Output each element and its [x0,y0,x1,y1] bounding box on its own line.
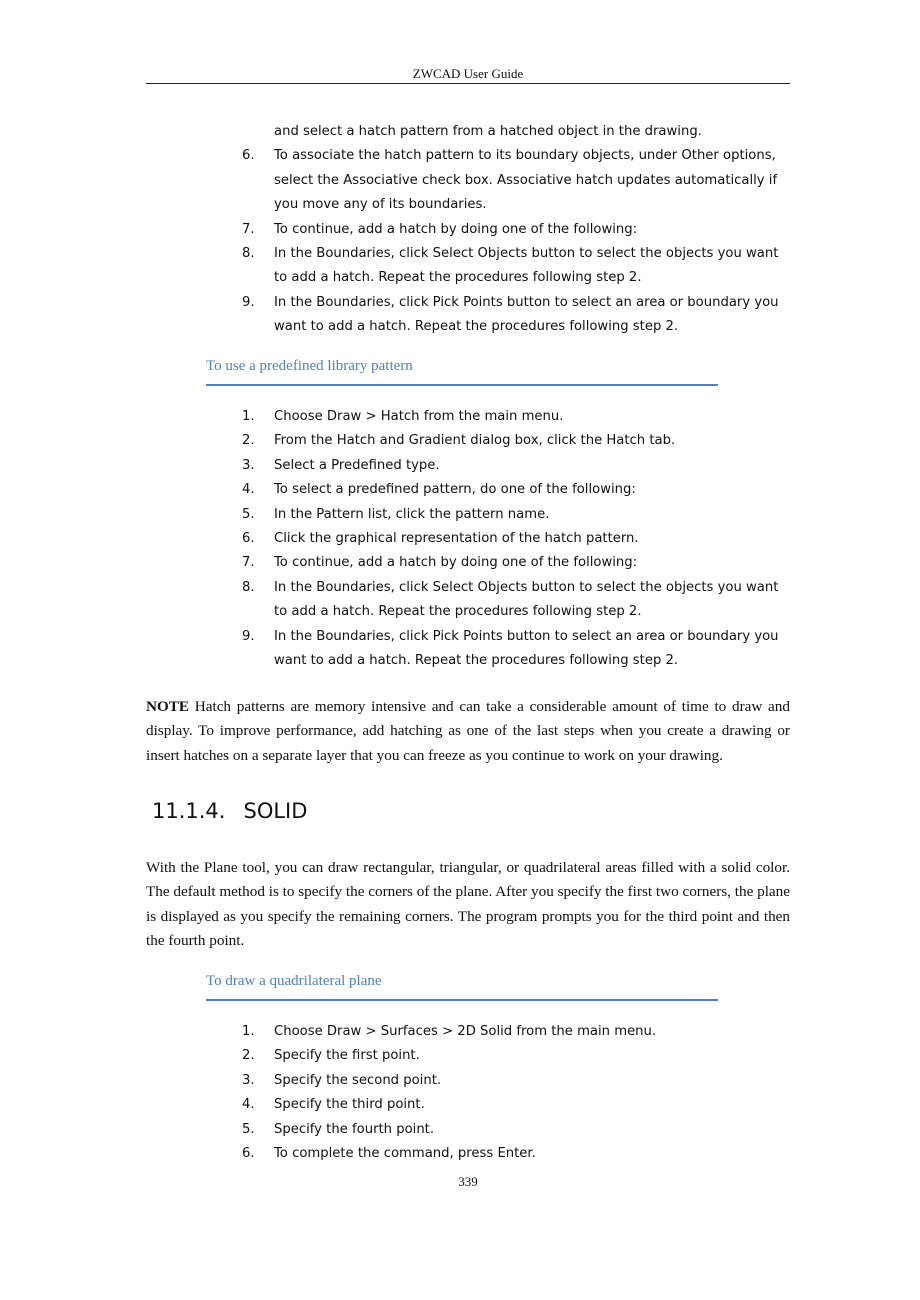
list-item-number: 8. [242,579,255,595]
list-item [242,576,792,625]
subheading-quadrilateral-plane: To draw a quadrilateral plane [206,971,718,1001]
quadrilateral-plane-steps-list [242,1020,792,1166]
list-item [242,291,792,340]
list-item [242,1093,792,1117]
list-item-text: Select a Predefined type. [274,457,440,473]
list-item-text: To continue, add a hatch by doing one of the following: [274,221,638,237]
list-item-number: 7. [242,555,255,571]
list-item-text: To continue, add a hatch by doing one of the following: [274,555,638,571]
list-item [242,242,792,291]
list-item [242,218,792,242]
section-heading [152,796,307,826]
list-item-text: In the Boundaries, click Select Objects button to select the objects you want to add a hatch. Repeat the procedures following step 2. [274,579,779,620]
list-item-number: 4. [242,482,255,498]
list-item-text: Click the graphical representation of the hatch pattern. [274,531,639,547]
list-item-number: 6. [242,1146,255,1162]
list-item-number: 3. [242,1072,255,1088]
list-item-text: Specify the first point. [274,1048,420,1064]
list-item-number: 4. [242,1097,255,1113]
section-number: 11.1.4. [152,799,226,823]
list-item [242,405,792,429]
list-item [242,1020,792,1044]
list-item-number: 1. [242,409,255,424]
list-item [242,527,792,551]
list-item-text: Specify the second point. [274,1072,442,1088]
list-item-text: In the Boundaries, click Pick Points button to select an area or boundary you want to add a hatch. Repeat the procedures following step 2. [274,628,779,669]
solid-description-paragraph: With the Plane tool, you can draw rectangular, triangular, or quadrilateral areas filled with a solid color. The default method is to specify the corners of the plane. After you specify the first two corners, the plane is displayed as you specify the remaining corners. The program prompts you for the third point and then the fourth point. [146,859,790,949]
list-item-number: 6. [242,148,255,164]
page-header: ZWCAD User Guide [146,66,790,84]
list-item-text: Choose Draw > Surfaces > 2D Solid from the main menu. [274,1024,657,1039]
list-item-text: Specify the third point. [274,1097,425,1113]
list-item-number: 7. [242,221,255,237]
list-item [242,503,792,527]
list-item-number: 9. [242,294,255,310]
list-item-number: 9. [242,628,255,644]
page-number: 339 [458,1174,478,1189]
list-item-number: 5. [242,506,255,522]
list-item-number: 2. [242,433,255,449]
list-item [242,144,792,217]
list-item-text: To associate the hatch pattern to its boundary objects, under Other options, select the Associative check box. Associative hatch updates automatically if you move any of its boundaries. [274,148,778,213]
subheading-predefined-pattern: To use a predefined library pattern [206,356,718,386]
list-item-text: To complete the command, press Enter. [274,1146,536,1162]
list-item-text: From the Hatch and Gradient dialog box, click the Hatch tab. [274,433,676,449]
hatch-steps-list-continued [242,120,792,340]
list-item [242,625,792,674]
predefined-pattern-steps-list [242,405,792,673]
list-item [242,1118,792,1142]
note-label: NOTE [146,698,190,715]
list-item [242,429,792,453]
list-item-number: 3. [242,457,255,473]
list-item-number: 5. [242,1121,255,1137]
list-item [242,478,792,502]
list-item [242,551,792,575]
list-item [242,1142,792,1166]
list-item-text: In the Boundaries, click Select Objects button to select the objects you want to add a hatch. Repeat the procedures following step 2. [274,246,779,286]
list-item-number: 8. [242,246,255,262]
list-item-number: 2. [242,1048,255,1064]
list-item-text: In the Pattern list, click the pattern name. [274,506,550,522]
list-item-text: Choose Draw > Hatch from the main menu. [274,409,564,424]
list-item-text: In the Boundaries, click Pick Points button to select an area or boundary you want to add a hatch. Repeat the procedures following step 2. [274,294,779,335]
note-paragraph [146,695,790,768]
list-item-text: To select a predefined pattern, do one of the following: [274,482,636,498]
list-item-number: 1. [242,1024,255,1039]
list-item-continuation: and select a hatch pattern from a hatched object in the drawing. [274,124,702,139]
list-item-text: Specify the fourth point. [274,1121,435,1137]
list-item [242,1069,792,1093]
note-text: Hatch patterns are memory intensive and can take a considerable amount of time to draw and display. To improve performance, add hatching as one of the last steps when you create a drawing or insert hatches on a separate layer that you can freeze as you continue to work on your drawing. [146,698,790,764]
list-item [242,454,792,478]
section-title: SOLID [243,799,308,823]
list-item [242,1044,792,1068]
list-item-number: 6. [242,531,255,547]
